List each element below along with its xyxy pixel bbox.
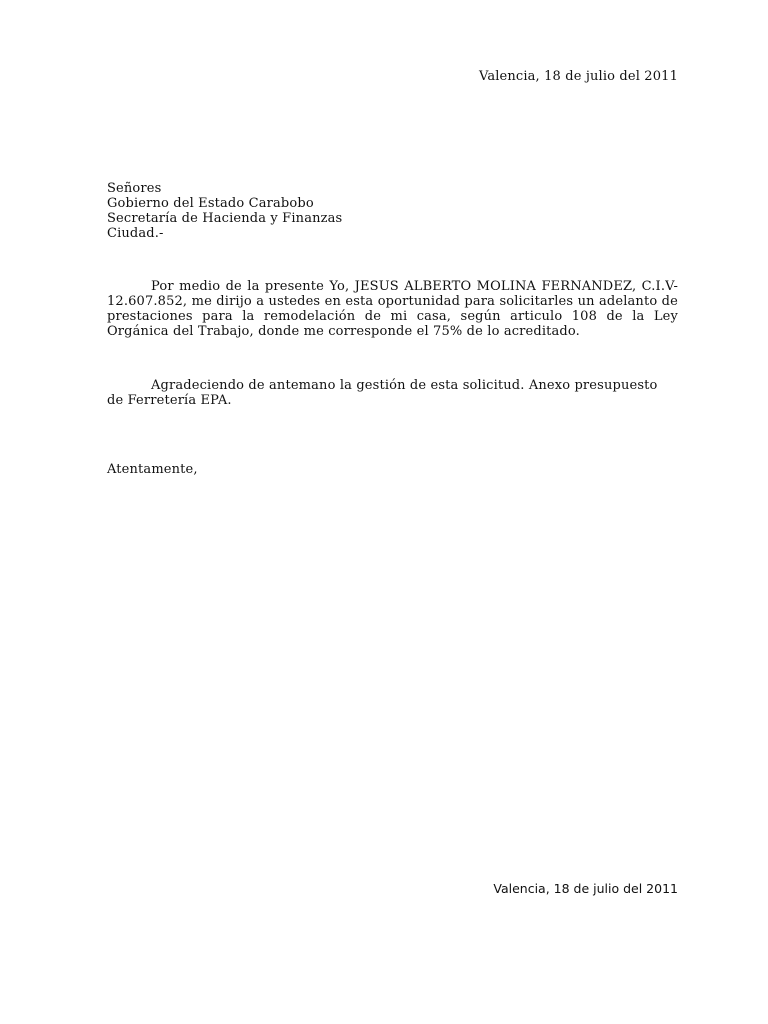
recipient-city: Ciudad.- xyxy=(107,226,164,241)
letter-date-header: Valencia, 18 de julio del 2011 xyxy=(478,69,678,84)
recipient-block xyxy=(107,181,687,241)
recipient-department: Secretaría de Hacienda y Finanzas xyxy=(107,211,343,226)
body-paragraph-request: Por medio de la presente Yo, JESUS ALBERTO MOLINA FERNANDEZ, C.I.V-12.607.852, me dirijo a ustedes en esta oportunidad para solicitarles un adelanto de prestaciones para la remodelación de mi casa, según articulo 108 de la Ley Orgánica del Trabajo, donde me corresponde el 75% de lo acreditado. xyxy=(107,279,678,339)
letter-date-footer: Valencia, 18 de julio del 2011 xyxy=(493,881,678,896)
body-paragraph-thanks: Agradeciendo de antemano la gestión de esta solicitud. Anexo presupuesto de Ferretería EPA. xyxy=(107,378,658,408)
letter-closing: Atentamente, xyxy=(107,462,198,477)
recipient-salutation: Señores xyxy=(107,181,162,196)
recipient-organization: Gobierno del Estado Carabobo xyxy=(107,196,314,211)
